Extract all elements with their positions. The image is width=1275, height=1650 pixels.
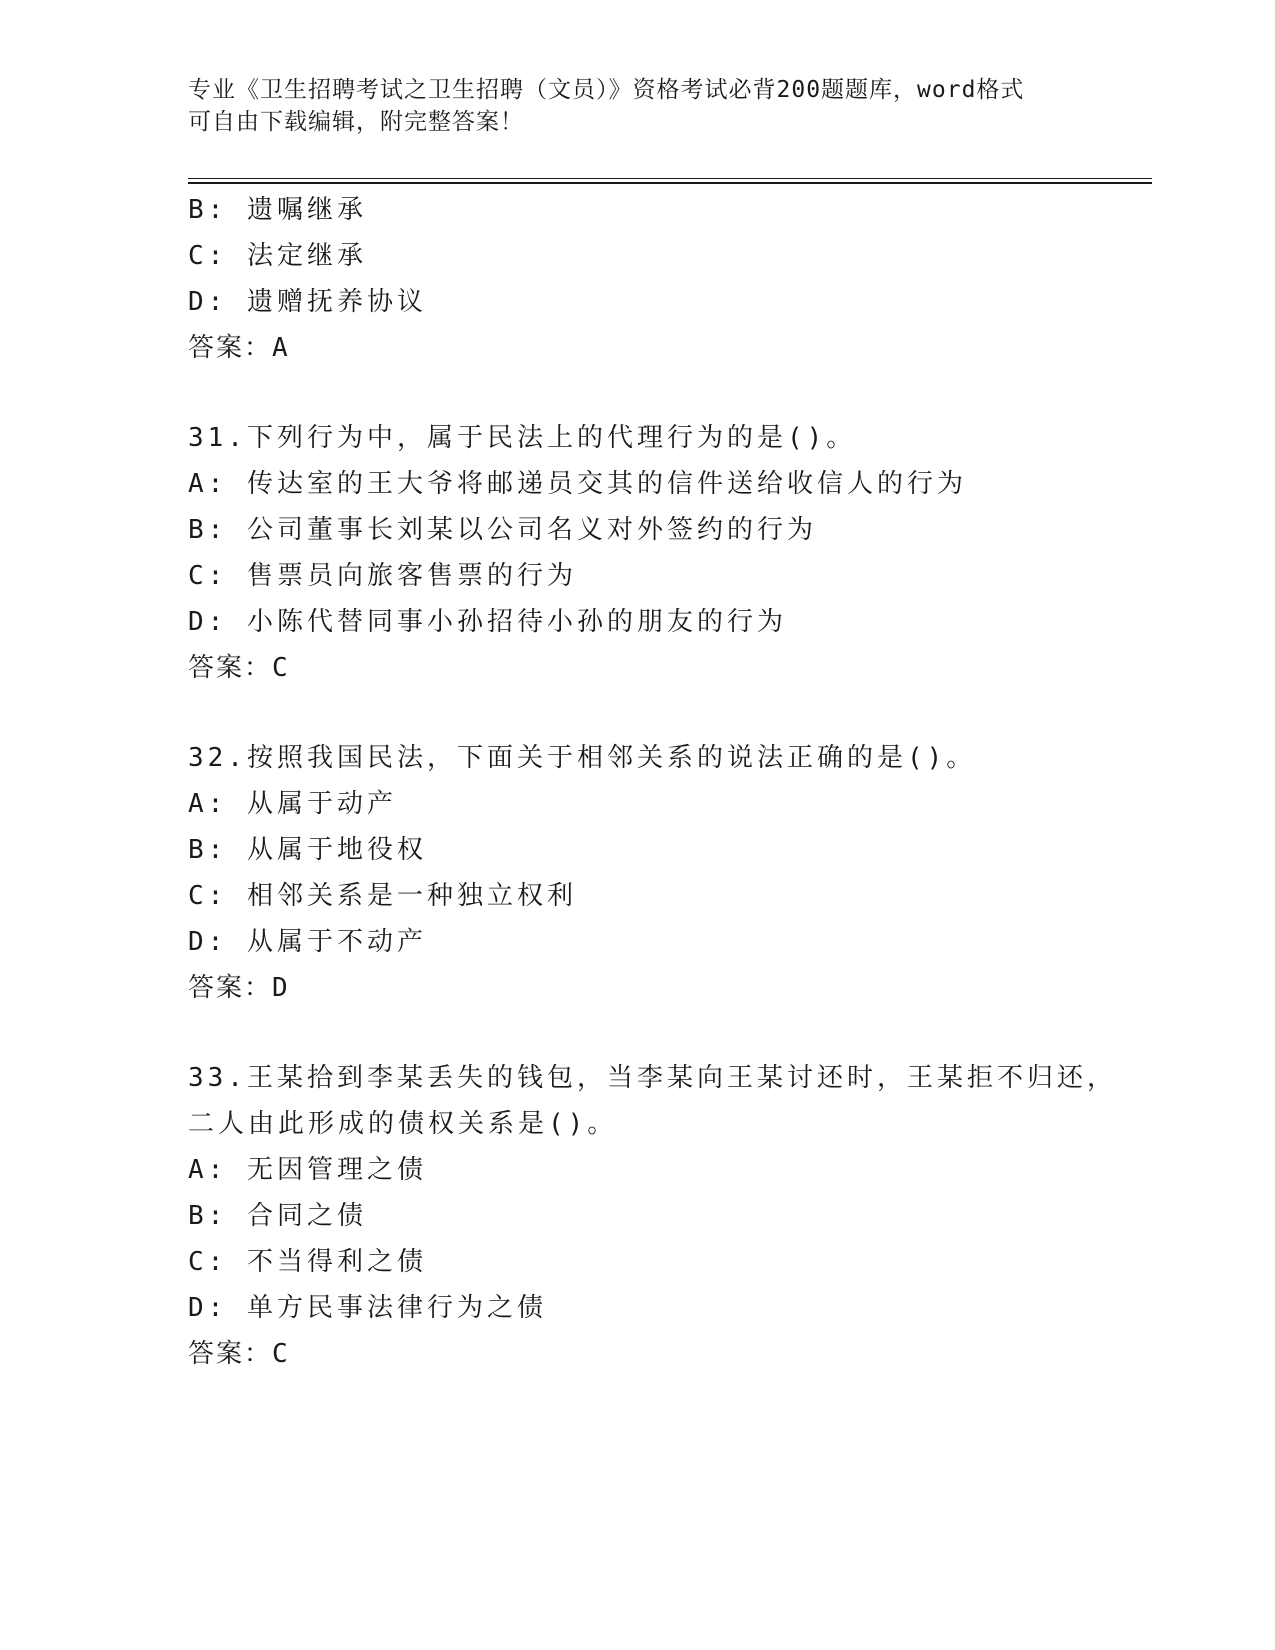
answer-line: 答案：A <box>188 333 290 363</box>
question-spacer <box>188 371 1148 415</box>
question-spacer <box>188 691 1148 735</box>
option-c: C: 相邻关系是一种独立权利 <box>188 881 577 911</box>
question-31 <box>188 415 1148 691</box>
option-b: B: 合同之债 <box>188 1201 367 1231</box>
answer-line: 答案：C <box>188 1339 290 1369</box>
option-d: D: 单方民事法律行为之债 <box>188 1293 547 1323</box>
header-divider-top <box>188 178 1152 179</box>
question-stem-line-2: 二人由此形成的债权关系是()。 <box>188 1109 618 1139</box>
option-c: C: 售票员向旅客售票的行为 <box>188 561 577 591</box>
header-line-2: 可自由下载编辑，附完整答案！ <box>188 109 524 135</box>
option-b: B: 从属于地役权 <box>188 835 427 865</box>
option-a: A: 从属于动产 <box>188 789 397 819</box>
header-divider-bottom <box>188 182 1152 184</box>
question-spacer <box>188 1011 1148 1055</box>
option-b: B: 公司董事长刘某以公司名义对外签约的行为 <box>188 515 817 545</box>
option-d: D: 小陈代替同事小孙招待小孙的朋友的行为 <box>188 607 787 637</box>
option-c: C: 不当得利之债 <box>188 1247 427 1277</box>
question-32 <box>188 735 1148 1011</box>
option-b: B: 遗嘱继承 <box>188 195 367 225</box>
question-33 <box>188 1055 1148 1377</box>
option-a: A: 无因管理之债 <box>188 1155 427 1185</box>
option-d: D: 遗赠抚养协议 <box>188 287 427 317</box>
question-30 <box>188 187 1148 371</box>
option-a: A: 传达室的王大爷将邮递员交其的信件送给收信人的行为 <box>188 469 967 499</box>
question-stem: 32.按照我国民法，下面关于相邻关系的说法正确的是()。 <box>188 743 977 773</box>
option-d: D: 从属于不动产 <box>188 927 427 957</box>
document-header <box>188 74 1088 138</box>
option-c: C: 法定继承 <box>188 241 367 271</box>
question-stem: 31.下列行为中，属于民法上的代理行为的是()。 <box>188 423 857 453</box>
answer-line: 答案：D <box>188 973 290 1003</box>
question-stem-line-1: 33.王某拾到李某丢失的钱包，当李某向王某讨还时，王某拒不归还， <box>188 1063 1117 1093</box>
answer-line: 答案：C <box>188 653 290 683</box>
header-line-1: 专业《卫生招聘考试之卫生招聘（文员）》资格考试必背200题题库，word格式 <box>188 77 1025 103</box>
question-list <box>188 187 1148 1377</box>
